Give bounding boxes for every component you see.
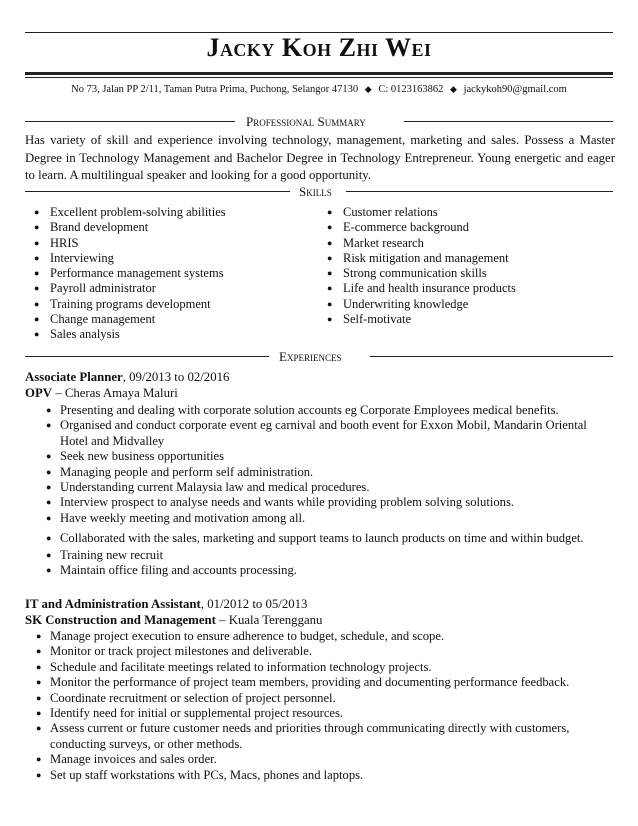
list-item: ● Customer relations	[329, 205, 516, 220]
list-item: ● Performance management systems	[36, 266, 226, 281]
contact-line	[0, 82, 638, 97]
list-item: ● HRIS	[36, 236, 226, 251]
name-rule-thin	[25, 77, 613, 78]
list-item: ● Training new recruit	[46, 548, 606, 563]
skills-divider-right	[346, 191, 613, 192]
list-item: ● Underwriting knowledge	[329, 297, 516, 312]
list-item: ● Maintain office filing and accounts processing.	[46, 563, 606, 578]
summary-text: Has variety of skill and experience involving technology, management, marketing and sales. Possess a Master Degree in Technology Management and Bachelor Degree in Technology Entrepreneur. Young energetic and eager to learn. A multilingual speaker and looking for a good opportunity.	[25, 133, 615, 182]
summary-divider-left	[25, 121, 235, 122]
job-duties-list	[46, 403, 606, 579]
list-item: ● Life and health insurance products	[329, 281, 516, 296]
job-company-line: SK Construction and Management – Kuala Terengganu	[25, 613, 323, 627]
job-heading: Associate Planner, 09/2013 to 02/2016	[25, 370, 230, 384]
list-item: ● Understanding current Malaysia law and medical procedures.	[46, 480, 606, 495]
list-item: ● Training programs development	[36, 297, 226, 312]
list-item: ● Presenting and dealing with corporate solution accounts eg Corporate Employees medical benefits.	[46, 403, 606, 418]
skills-list-left	[36, 205, 226, 343]
list-item: ● Manage invoices and sales order.	[36, 752, 606, 767]
list-item: ● Identify need for initial or supplemental project resources.	[36, 706, 606, 721]
list-item: ● Change management	[36, 312, 226, 327]
list-item: ● Schedule and facilitate meetings related to information technology projects.	[36, 660, 606, 675]
list-item: ● Managing people and perform self administration.	[46, 465, 606, 480]
address: No 73, Jalan PP 2/11, Taman Putra Prima, Puchong, Selangor 47130	[71, 84, 359, 95]
list-item: ● Seek new business opportunities	[46, 449, 606, 464]
diamond-icon: ◆	[450, 84, 457, 94]
list-item: ● Manage project execution to ensure adherence to budget, schedule, and scope.	[36, 629, 606, 644]
skills-divider-left	[25, 191, 290, 192]
job-location: Kuala Terengganu	[228, 613, 323, 627]
job-role: Associate Planner	[25, 370, 123, 384]
job-dates: 01/2012 to 05/2013	[207, 597, 308, 611]
job-company: SK Construction and Management	[25, 613, 216, 627]
section-title-summary: Professional Summary	[241, 114, 371, 130]
list-item: ● Coordinate recruitment or selection of project personnel.	[36, 691, 606, 706]
job-duties-list	[36, 629, 606, 783]
list-item: ● Sales analysis	[36, 327, 226, 342]
list-item: ● Strong communication skills	[329, 266, 516, 281]
list-item: ● Interviewing	[36, 251, 226, 266]
list-item: ● Payroll administrator	[36, 281, 226, 296]
job-dates: 09/2013 to 02/2016	[129, 370, 230, 384]
experiences-divider-right	[370, 356, 613, 357]
list-item: ● Excellent problem-solving abilities	[36, 205, 226, 220]
summary-divider-right	[404, 121, 613, 122]
list-item: ● Organised and conduct corporate event eg carnival and booth event for Exxon Mobil, Mandarin Oriental Hotel and Midvalley	[46, 418, 606, 449]
list-item: ● Have weekly meeting and motivation among all.	[46, 511, 606, 526]
list-item: ● Self-motivate	[329, 312, 516, 327]
diamond-icon: ◆	[364, 84, 372, 94]
name-rule-thick	[25, 72, 613, 75]
section-title-experiences: Experiences	[274, 349, 346, 365]
list-item: ● E-commerce background	[329, 220, 516, 235]
list-item: ● Monitor the performance of project team members, providing and documenting performance feedback.	[36, 675, 606, 690]
job-location: Cheras Amaya Maluri	[64, 386, 178, 400]
experiences-divider-left	[25, 356, 269, 357]
list-item: ● Collaborated with the sales, marketing and support teams to launch products on time and within budget.	[46, 529, 606, 548]
list-item: ● Assess current or future customer needs and priorities through communicating directly with customers, conducting surveys, or other methods.	[36, 721, 606, 752]
list-item: ● Set up staff workstations with PCs, Macs, phones and laptops.	[36, 768, 606, 783]
list-item: ● Market research	[329, 236, 516, 251]
candidate-name: Jacky Koh Zhi Wei	[206, 33, 432, 62]
job-company-line: OPV – Cheras Amaya Maluri	[25, 386, 178, 400]
list-item: ● Monitor or track project milestones and deliverable.	[36, 644, 606, 659]
list-item: ● Interview prospect to analyse needs and wants while providing problem solving solutions.	[46, 495, 606, 510]
job-role: IT and Administration Assistant	[25, 597, 201, 611]
phone: C: 0123163862	[378, 84, 444, 95]
job-company: OPV	[25, 386, 53, 400]
job-heading: IT and Administration Assistant, 01/2012 to 05/2013	[25, 597, 308, 611]
email-link[interactable]: jackykoh90@gmail.com	[463, 84, 567, 95]
skills-list-right	[329, 205, 516, 327]
list-item: ● Brand development	[36, 220, 226, 235]
list-item: ● Risk mitigation and management	[329, 251, 516, 266]
section-title-skills: Skills	[294, 184, 337, 200]
